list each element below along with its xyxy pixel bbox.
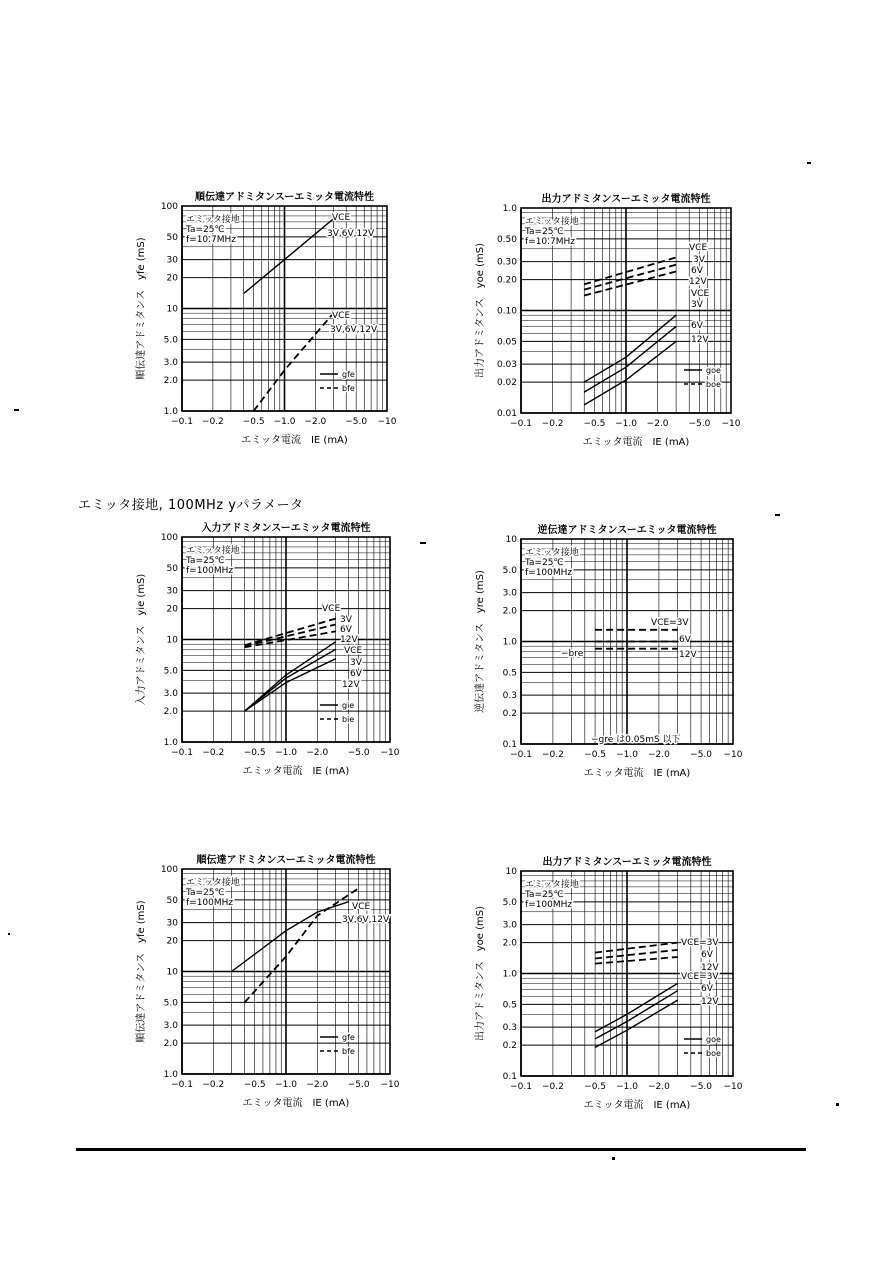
annotation-label: VCE bbox=[352, 902, 371, 912]
x-tick-label: −5.0 bbox=[345, 417, 368, 427]
y-tick-label: 0.01 bbox=[496, 409, 517, 419]
scan-speck bbox=[8, 933, 10, 935]
y-tick-label: 1.0 bbox=[163, 407, 178, 417]
condition-text: Ta=25℃ bbox=[186, 556, 225, 566]
y-tick-label: 10 bbox=[505, 867, 517, 877]
annotation-label: 6V bbox=[691, 321, 703, 331]
x-tick-label: −10 bbox=[380, 748, 400, 758]
y-tick-label: 0.2 bbox=[502, 1041, 517, 1052]
x-tick-label: −10 bbox=[721, 419, 741, 429]
y-tick-label: 1.0 bbox=[502, 637, 517, 648]
chart-svg bbox=[455, 851, 755, 1131]
chart-yre-100mhz bbox=[455, 519, 755, 799]
y-tick-label: 1.0 bbox=[502, 969, 517, 980]
x-tick-label: −0.1 bbox=[510, 1082, 532, 1092]
x-tick-label: −0.1 bbox=[510, 419, 532, 429]
x-axis-label: エミッタ電流 IE (mA) bbox=[583, 1100, 691, 1111]
annotation-label: 6V bbox=[679, 635, 691, 645]
x-tick-label: −0.5 bbox=[243, 1080, 266, 1090]
annotation-label: VCE bbox=[322, 604, 341, 614]
chart-svg bbox=[115, 519, 415, 799]
chart-yfe-10mhz bbox=[115, 188, 415, 468]
y-tick-label: 0.03 bbox=[496, 360, 517, 371]
legend-label: bfe bbox=[342, 1047, 355, 1056]
y-tick-label: 0.50 bbox=[496, 234, 517, 245]
annotation-label: VCE=3V bbox=[681, 972, 719, 982]
legend-label: bfe bbox=[342, 384, 355, 393]
condition-text: Ta=25℃ bbox=[186, 888, 225, 898]
annotation-label: 12V bbox=[679, 650, 697, 660]
scan-speck bbox=[612, 1157, 615, 1160]
x-tick-label: −0.2 bbox=[202, 748, 225, 758]
chart-yoe-10mhz bbox=[455, 188, 755, 468]
legend-label: boe bbox=[706, 380, 721, 389]
y-tick-label: 3.0 bbox=[163, 689, 178, 700]
annotation-label: 3V,6V,12V bbox=[342, 915, 390, 925]
condition-text: Ta=25℃ bbox=[186, 225, 225, 235]
y-tick-label: 3.0 bbox=[502, 588, 517, 599]
y-tick-label: 100 bbox=[160, 202, 178, 212]
x-tick-label: −1.0 bbox=[616, 1082, 638, 1092]
chart-title: 順伝達アドミタンスーエミッタ電流特性 bbox=[196, 855, 376, 866]
y-tick-label: 1.0 bbox=[163, 738, 178, 748]
annotation-label: 12V bbox=[701, 963, 719, 973]
y-tick-label: 2.0 bbox=[502, 938, 517, 949]
legend-label: goe bbox=[706, 1035, 721, 1044]
y-tick-label: 0.05 bbox=[496, 337, 517, 348]
chart-yie-100mhz bbox=[115, 519, 415, 799]
y-tick-label: 0.20 bbox=[496, 275, 517, 286]
x-tick-label: −2.0 bbox=[647, 750, 670, 760]
legend-label: gie bbox=[342, 701, 355, 710]
annotation-label: −gre は0.05mS 以下 bbox=[591, 735, 681, 745]
y-axis-label: 順伝達アドミタンス yfe (mS) bbox=[136, 900, 147, 1043]
series-line-boe-12v bbox=[584, 272, 676, 296]
x-tick-label: −2.0 bbox=[306, 1080, 329, 1090]
chart-svg bbox=[115, 851, 415, 1131]
y-tick-label: 2.0 bbox=[502, 606, 517, 617]
y-tick-label: 20 bbox=[166, 936, 178, 947]
series-line-bie-3v bbox=[245, 619, 336, 646]
y-tick-label: 3.0 bbox=[163, 1021, 178, 1032]
y-tick-label: 30 bbox=[166, 255, 178, 266]
condition-text: エミッタ接地 bbox=[186, 878, 240, 888]
chart-title: 逆伝達アドミタンスーエミッタ電流特性 bbox=[537, 525, 717, 536]
condition-text: エミッタ接地 bbox=[525, 217, 579, 227]
legend-label: boe bbox=[706, 1049, 721, 1058]
x-tick-label: −10 bbox=[723, 750, 743, 760]
y-axis-label: 出力アドミタンス yoe (mS) bbox=[475, 243, 486, 378]
x-tick-label: −1.0 bbox=[615, 419, 637, 429]
x-tick-label: −10 bbox=[380, 1080, 400, 1090]
x-tick-label: −5.0 bbox=[690, 1082, 713, 1092]
annotation-label: VCE bbox=[332, 311, 351, 321]
x-tick-label: −5.0 bbox=[347, 1080, 370, 1090]
series-line-gie-12v bbox=[245, 659, 336, 711]
legend-label: gfe bbox=[342, 1033, 355, 1042]
series-line-bfe bbox=[245, 888, 359, 1002]
series-line-gfe bbox=[232, 902, 349, 972]
y-tick-label: 2.0 bbox=[163, 376, 178, 387]
x-tick-label: −2.0 bbox=[304, 417, 327, 427]
y-tick-label: 10 bbox=[166, 304, 178, 315]
x-tick-label: −2.0 bbox=[647, 1082, 670, 1092]
condition-text: エミッタ接地 bbox=[525, 548, 579, 558]
x-axis-label: エミッタ電流 IE (mA) bbox=[242, 766, 350, 777]
x-tick-label: −0.5 bbox=[584, 750, 607, 760]
annotation-label: 3V bbox=[340, 615, 352, 625]
y-tick-label: 2.0 bbox=[163, 1039, 178, 1050]
x-axis-label: エミッタ電流 IE (mA) bbox=[582, 437, 690, 448]
x-tick-label: −0.1 bbox=[171, 748, 193, 758]
x-tick-label: −0.1 bbox=[510, 750, 532, 760]
x-tick-label: −5.0 bbox=[347, 748, 370, 758]
x-tick-label: −0.5 bbox=[243, 748, 266, 758]
y-tick-label: 0.02 bbox=[496, 378, 517, 389]
annotation-label: 3V,6V,12V bbox=[327, 229, 375, 239]
annotation-label: VCE bbox=[344, 646, 363, 656]
y-axis-label: 順伝達アドミタンス yfe (mS) bbox=[136, 237, 147, 380]
x-tick-label: −0.2 bbox=[202, 1080, 225, 1090]
y-axis-label: 出力アドミタンス yoe (mS) bbox=[475, 906, 486, 1041]
annotation-label: 6V bbox=[340, 625, 352, 635]
condition-text: f=100MHz bbox=[525, 900, 573, 910]
x-tick-label: −5.0 bbox=[690, 750, 713, 760]
scan-speck bbox=[14, 409, 19, 411]
series-line-gfe bbox=[244, 219, 334, 294]
scan-speck bbox=[420, 542, 426, 544]
annotation-label: 12V bbox=[689, 277, 707, 287]
y-tick-label: 50 bbox=[166, 563, 178, 574]
y-tick-label: 50 bbox=[166, 232, 178, 243]
scan-speck bbox=[775, 514, 780, 516]
annotation-label: 6V bbox=[701, 984, 713, 994]
x-tick-label: −0.2 bbox=[201, 417, 224, 427]
x-tick-label: −0.2 bbox=[541, 750, 564, 760]
x-tick-label: −0.5 bbox=[584, 1082, 607, 1092]
y-axis-label: 入力アドミタンス yie (mS) bbox=[136, 573, 147, 706]
chart-svg bbox=[455, 519, 755, 799]
x-tick-label: −0.1 bbox=[171, 417, 193, 427]
y-tick-label: 50 bbox=[166, 895, 178, 906]
y-tick-label: 5.0 bbox=[502, 565, 517, 576]
condition-text: f=10.7MHz bbox=[525, 237, 576, 247]
y-tick-label: 3.0 bbox=[502, 920, 517, 931]
chart-title: 出力アドミタンスーエミッタ電流特性 bbox=[542, 857, 712, 868]
y-tick-label: 30 bbox=[166, 918, 178, 929]
y-tick-label: 5.0 bbox=[163, 335, 178, 346]
annotation-label: VCE=3V bbox=[651, 618, 689, 628]
x-axis-label: エミッタ電流 IE (mA) bbox=[242, 1098, 350, 1109]
y-tick-label: 10 bbox=[505, 535, 517, 545]
y-tick-label: 2.0 bbox=[163, 707, 178, 718]
annotation-label: −bre bbox=[561, 649, 584, 659]
annotation-label: 12V bbox=[701, 997, 719, 1007]
y-tick-label: 5.0 bbox=[163, 666, 178, 677]
annotation-label: 3V bbox=[691, 300, 703, 310]
chart-yoe-100mhz bbox=[455, 851, 755, 1131]
annotation-label: 6V bbox=[350, 669, 362, 679]
annotation-label: 3V bbox=[350, 658, 362, 668]
condition-text: f=100MHz bbox=[186, 566, 234, 576]
condition-text: f=10.7MHz bbox=[186, 235, 237, 245]
x-tick-label: −1.0 bbox=[275, 1080, 297, 1090]
y-tick-label: 0.10 bbox=[496, 306, 517, 317]
condition-text: Ta=25℃ bbox=[525, 890, 564, 900]
legend-label: goe bbox=[706, 366, 721, 375]
y-tick-label: 20 bbox=[166, 604, 178, 615]
annotation-label: VCE=3V bbox=[681, 938, 719, 948]
y-tick-label: 3.0 bbox=[163, 358, 178, 369]
legend-label: gfe bbox=[342, 370, 355, 379]
series-line-bie-6v bbox=[245, 625, 336, 647]
chart-title: 入力アドミタンスーエミッタ電流特性 bbox=[201, 523, 371, 534]
x-tick-label: −1.0 bbox=[616, 750, 638, 760]
condition-text: Ta=25℃ bbox=[525, 227, 564, 237]
y-tick-label: 20 bbox=[166, 273, 178, 284]
y-tick-label: 100 bbox=[160, 533, 178, 543]
y-axis-label: 逆伝達アドミタンス yre (mS) bbox=[475, 570, 486, 713]
y-tick-label: 0.1 bbox=[502, 740, 517, 750]
x-tick-label: −2.0 bbox=[306, 748, 329, 758]
y-tick-label: 0.3 bbox=[502, 691, 517, 702]
annotation-label: 12V bbox=[691, 335, 709, 345]
annotation-label: VCE bbox=[332, 213, 351, 223]
y-tick-label: 10 bbox=[166, 967, 178, 978]
annotation-label: VCE bbox=[689, 243, 708, 253]
series-line-goe-6v bbox=[595, 991, 678, 1039]
condition-text: エミッタ接地 bbox=[186, 215, 240, 225]
x-tick-label: −1.0 bbox=[273, 417, 296, 427]
x-tick-label: −5.0 bbox=[688, 419, 711, 429]
chart-yfe-100mhz bbox=[115, 851, 415, 1131]
y-tick-label: 0.1 bbox=[502, 1072, 517, 1082]
condition-text: エミッタ接地 bbox=[525, 880, 579, 890]
chart-svg bbox=[455, 188, 755, 468]
section-heading: エミッタ接地, 100MHz yパラメータ bbox=[78, 498, 304, 513]
x-tick-label: −0.2 bbox=[541, 1082, 564, 1092]
annotation-label: VCE bbox=[691, 289, 710, 299]
x-tick-label: −0.2 bbox=[541, 419, 564, 429]
x-tick-label: −0.5 bbox=[583, 419, 606, 429]
chart-title: 出力アドミタンスーエミッタ電流特性 bbox=[541, 194, 711, 205]
y-tick-label: 0.2 bbox=[502, 709, 517, 720]
y-tick-label: 0.5 bbox=[502, 668, 517, 679]
y-tick-label: 1.0 bbox=[502, 204, 517, 214]
bottom-rule bbox=[76, 1148, 806, 1151]
condition-text: エミッタ接地 bbox=[186, 546, 240, 556]
annotation-label: 12V bbox=[340, 635, 358, 645]
x-tick-label: −10 bbox=[723, 1082, 743, 1092]
scan-speck bbox=[836, 1103, 839, 1106]
condition-text: f=100MHz bbox=[525, 568, 573, 578]
x-tick-label: −0.1 bbox=[171, 1080, 193, 1090]
y-tick-label: 5.0 bbox=[502, 897, 517, 908]
x-axis-label: エミッタ電流 IE (mA) bbox=[241, 435, 348, 446]
y-tick-label: 0.30 bbox=[496, 257, 517, 268]
condition-text: f=100MHz bbox=[186, 898, 234, 908]
y-tick-label: 10 bbox=[166, 635, 178, 646]
condition-text: Ta=25℃ bbox=[525, 558, 564, 568]
x-axis-label: エミッタ電流 IE (mA) bbox=[583, 768, 691, 779]
y-tick-label: 5.0 bbox=[163, 998, 178, 1009]
series-line-goe-12v bbox=[595, 1000, 678, 1047]
annotation-label: 12V bbox=[342, 680, 360, 690]
annotation-label: 6V bbox=[701, 950, 713, 960]
series-line-boe-6v bbox=[584, 265, 676, 290]
chart-title: 順伝達アドミタンスーエミッタ電流特性 bbox=[195, 192, 374, 203]
y-tick-label: 0.5 bbox=[502, 1000, 517, 1011]
y-tick-label: 1.0 bbox=[163, 1070, 178, 1080]
x-tick-label: −2.0 bbox=[646, 419, 669, 429]
legend-label: bie bbox=[342, 715, 355, 724]
y-tick-label: 30 bbox=[166, 586, 178, 597]
x-tick-label: −10 bbox=[377, 417, 397, 427]
scan-speck bbox=[807, 162, 811, 164]
y-tick-label: 100 bbox=[160, 865, 178, 875]
chart-svg bbox=[115, 188, 415, 468]
annotation-label: 3V bbox=[693, 255, 705, 265]
annotation-label: 3V,6V,12V bbox=[330, 325, 378, 335]
x-tick-label: −0.5 bbox=[242, 417, 265, 427]
y-tick-label: 0.3 bbox=[502, 1023, 517, 1034]
x-tick-label: −1.0 bbox=[275, 748, 297, 758]
series-line-goe-3v bbox=[584, 315, 676, 382]
annotation-label: 6V bbox=[691, 266, 703, 276]
